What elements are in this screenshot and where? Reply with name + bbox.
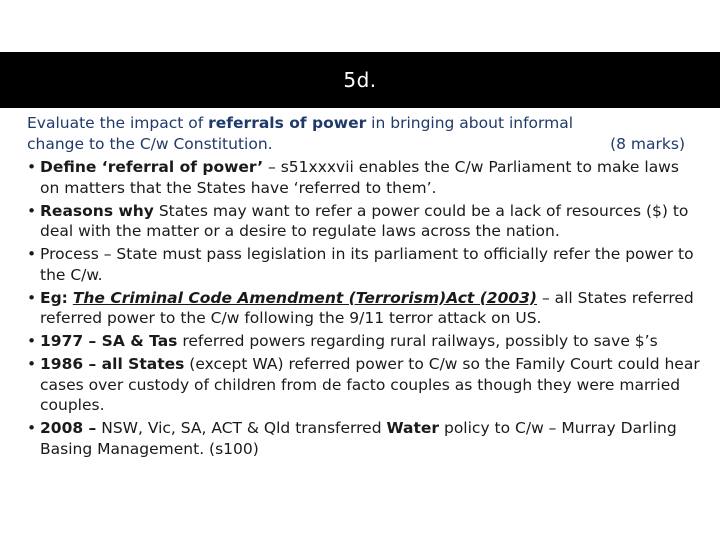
- bullet-dot-icon: •: [27, 245, 37, 263]
- bullet-dot-icon: •: [27, 201, 37, 220]
- bullet-text: Process – State must pass legislation in its parliament to officially refer the power to the C/w.: [40, 245, 694, 284]
- bullet-bold: Eg:: [40, 288, 68, 307]
- bullet-item: [27, 354, 703, 416]
- act-title-link: The Criminal Code Amendment (Terrorism)Act (2003): [72, 288, 538, 307]
- bullet-bold: 2008 –: [40, 419, 97, 437]
- bullet-item: [27, 244, 703, 285]
- bullet-item: [27, 201, 703, 242]
- bullet-text-2: policy to C/w – Murray Darling Basing Management. (s100): [40, 419, 677, 458]
- bullet-text: referred powers regarding rural railways, possibly to save $’s: [177, 332, 658, 350]
- bullet-text: – s51xxxvii enables the C/w Parliament to make laws on matters that the States have ‘referred to them’.: [40, 158, 679, 197]
- bullet-bold: 1977 – SA & Tas: [40, 332, 178, 350]
- bullet-bold: 1986 – all States: [40, 355, 185, 373]
- question-line2-text: change to the C/w Constitution.: [27, 134, 273, 153]
- bullet-bold: Reasons why: [40, 201, 154, 220]
- question-bold: referrals of power: [208, 114, 367, 132]
- slide-title: 5d.: [343, 68, 377, 92]
- marks-label: (8 marks): [610, 134, 685, 153]
- bullet-text: – all States referred referred power to the C/w following the 9/11 terror attack on US.: [40, 288, 694, 327]
- title-bar: [0, 52, 720, 108]
- bullet-bold: Define ‘referral of power’: [40, 158, 264, 176]
- bullet-list: [27, 157, 703, 459]
- question-part2: in bringing about informal: [366, 114, 574, 132]
- question-line2: [27, 134, 703, 155]
- question-text: [27, 113, 703, 154]
- bullet-item: [27, 288, 703, 329]
- bullet-item: [27, 157, 703, 198]
- bullet-dot-icon: •: [27, 332, 37, 350]
- bullet-dot-icon: •: [27, 158, 37, 176]
- bullet-dot-icon: •: [27, 288, 37, 307]
- bullet-text: (except WA) referred power to C/w so the Family Court could hear cases over custody of children from de facto couples as though they were married couples.: [40, 355, 700, 414]
- bullet-item: [27, 418, 703, 459]
- bullet-item: [27, 331, 703, 352]
- bullet-bold-water: Water: [386, 419, 440, 437]
- bullet-dot-icon: •: [27, 419, 37, 437]
- bullet-text: NSW, Vic, SA, ACT & Qld transferred: [96, 419, 387, 437]
- bullet-dot-icon: •: [27, 355, 37, 373]
- slide-content: [27, 113, 703, 462]
- bullet-text: States may want to refer a power could be a lack of resources ($) to deal with the matter or a desire to regulate laws across the nation.: [40, 201, 689, 240]
- question-part1: Evaluate the impact of: [27, 114, 209, 132]
